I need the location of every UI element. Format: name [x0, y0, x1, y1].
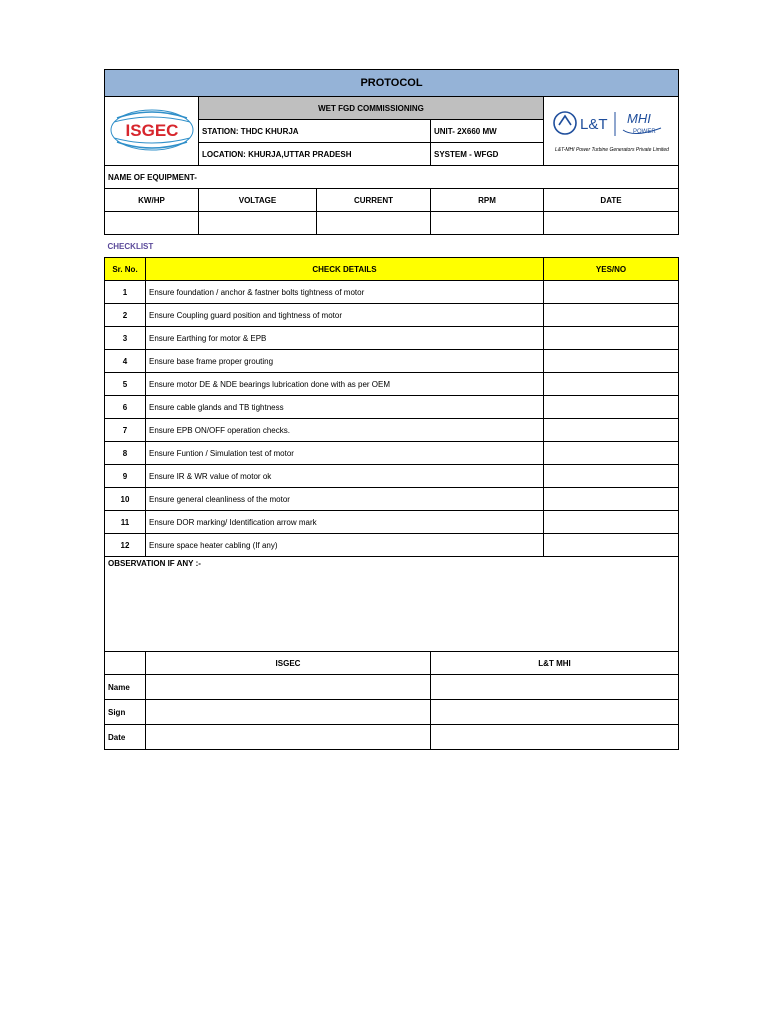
checklist-col-sr: Sr. No.: [105, 258, 146, 281]
ltmhi-sign-field[interactable]: [431, 700, 679, 725]
ltmhi-name-field[interactable]: [431, 675, 679, 700]
svg-text:L&T: L&T: [580, 116, 608, 133]
checklist-row: [105, 281, 679, 304]
checklist-label: CHECKLIST: [105, 235, 679, 258]
equip-col-kwhp: KW/HP: [105, 189, 199, 212]
observation-label: OBSERVATION IF ANY :-: [108, 559, 201, 568]
checklist-text: Ensure foundation / anchor & fastner bolts tightness of motor: [146, 281, 544, 304]
svg-text:MHI: MHI: [627, 111, 651, 126]
checklist-text: Ensure Funtion / Simulation test of motor: [146, 442, 544, 465]
checklist-sr: 7: [105, 419, 146, 442]
checklist-sr: 8: [105, 442, 146, 465]
checklist-text: Ensure space heater cabling (If any): [146, 534, 544, 557]
checklist-col-details: CHECK DETAILS: [146, 258, 544, 281]
checklist-row: [105, 534, 679, 557]
checklist-sr: 10: [105, 488, 146, 511]
equip-col-current: CURRENT: [317, 189, 431, 212]
system-field: SYSTEM - WFGD: [431, 143, 544, 166]
isgec-logo-icon: [109, 108, 195, 152]
checklist-sr: 2: [105, 304, 146, 327]
checklist-yesno-cell[interactable]: [544, 327, 679, 350]
commissioning-subtitle: WET FGD COMMISSIONING: [199, 97, 544, 120]
checklist-text: Ensure base frame proper grouting: [146, 350, 544, 373]
checklist-yesno-cell[interactable]: [544, 419, 679, 442]
checklist-sr: 1: [105, 281, 146, 304]
checklist-yesno-cell[interactable]: [544, 350, 679, 373]
equip-voltage-value[interactable]: [199, 212, 317, 235]
checklist-text: Ensure cable glands and TB tightness: [146, 396, 544, 419]
isgec-name-field[interactable]: [146, 675, 431, 700]
checklist-row: [105, 327, 679, 350]
checklist-col-yesno: YES/NO: [544, 258, 679, 281]
isgec-logo-cell: [105, 97, 199, 166]
checklist-text: Ensure IR & WR value of motor ok: [146, 465, 544, 488]
checklist-text: Ensure motor DE & NDE bearings lubrication done with as per OEM: [146, 373, 544, 396]
checklist-row: [105, 488, 679, 511]
checklist-text: Ensure Coupling guard position and tightness of motor: [146, 304, 544, 327]
lt-mhi-logo: [549, 104, 673, 156]
svg-text:POWER: POWER: [633, 129, 656, 135]
isgec-date-field[interactable]: [146, 725, 431, 750]
checklist-yesno-cell[interactable]: [544, 396, 679, 419]
protocol-sheet: [104, 69, 678, 750]
equip-col-voltage: VOLTAGE: [199, 189, 317, 212]
lt-mhi-caption: L&T-MHI Power Turbine Generators Private Limited: [555, 147, 669, 153]
checklist-yesno-cell[interactable]: [544, 304, 679, 327]
equipment-name-label: NAME OF EQUIPMENT-: [105, 166, 679, 189]
checklist-yesno-cell[interactable]: [544, 373, 679, 396]
signoff-row-name: Name: [105, 675, 146, 700]
checklist-sr: 11: [105, 511, 146, 534]
checklist-yesno-cell[interactable]: [544, 281, 679, 304]
checklist-row: [105, 396, 679, 419]
checklist-sr: 12: [105, 534, 146, 557]
equip-kwhp-value[interactable]: [105, 212, 199, 235]
equip-current-value[interactable]: [317, 212, 431, 235]
equip-rpm-value[interactable]: [431, 212, 544, 235]
equip-date-value[interactable]: [544, 212, 679, 235]
signoff-party-isgec: ISGEC: [146, 652, 431, 675]
checklist-sr: 3: [105, 327, 146, 350]
checklist-row: [105, 465, 679, 488]
checklist-text: Ensure general cleanliness of the motor: [146, 488, 544, 511]
checklist-yesno-cell[interactable]: [544, 511, 679, 534]
checklist-sr: 6: [105, 396, 146, 419]
checklist-sr: 4: [105, 350, 146, 373]
signoff-row-sign: Sign: [105, 700, 146, 725]
checklist-row: [105, 419, 679, 442]
checklist-sr: 5: [105, 373, 146, 396]
checklist-row: [105, 350, 679, 373]
checklist-text: Ensure Earthing for motor & EPB: [146, 327, 544, 350]
checklist-yesno-cell[interactable]: [544, 534, 679, 557]
equip-col-rpm: RPM: [431, 189, 544, 212]
checklist-sr: 9: [105, 465, 146, 488]
protocol-table: [104, 69, 679, 750]
signoff-party-ltmhi: L&T MHI: [431, 652, 679, 675]
checklist-yesno-cell[interactable]: [544, 465, 679, 488]
signoff-row-date: Date: [105, 725, 146, 750]
ltmhi-date-field[interactable]: [431, 725, 679, 750]
checklist-text: Ensure DOR marking/ Identification arrow mark: [146, 511, 544, 534]
checklist-yesno-cell[interactable]: [544, 442, 679, 465]
checklist-text: Ensure EPB ON/OFF operation checks.: [146, 419, 544, 442]
lt-mhi-logo-cell: [544, 97, 679, 166]
checklist-row: [105, 373, 679, 396]
checklist-yesno-cell[interactable]: [544, 488, 679, 511]
svg-text:ISGEC: ISGEC: [125, 121, 178, 140]
signoff-blank-header: [105, 652, 146, 675]
checklist-row: [105, 511, 679, 534]
checklist-row: [105, 442, 679, 465]
checklist-row: [105, 304, 679, 327]
location-field: LOCATION: KHURJA,UTTAR PRADESH: [199, 143, 431, 166]
observation-box[interactable]: [105, 557, 679, 652]
station-field: STATION: THDC KHURJA: [199, 120, 431, 143]
equip-col-date: DATE: [544, 189, 679, 212]
page-title: PROTOCOL: [105, 70, 679, 97]
unit-field: UNIT- 2X660 MW: [431, 120, 544, 143]
isgec-sign-field[interactable]: [146, 700, 431, 725]
